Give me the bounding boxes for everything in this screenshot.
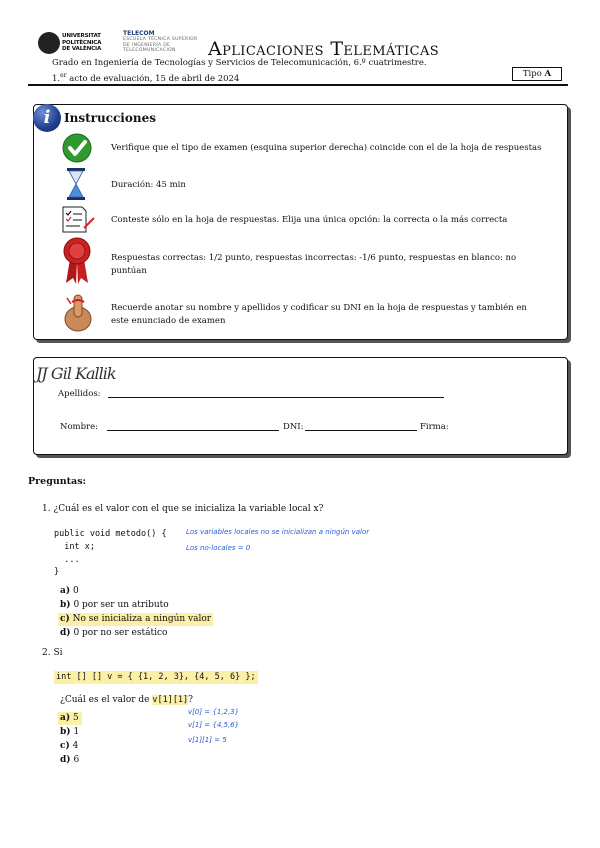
handwritten-note: v[0] = {1,2,3} — [188, 708, 240, 716]
hourglass-icon — [66, 168, 86, 200]
check-icon — [62, 133, 92, 163]
instructions-title: Instrucciones — [64, 111, 156, 125]
option-letter: c) — [60, 741, 70, 751]
handwritten-note: v[1] = {4,5,6} — [188, 721, 240, 729]
instruction-item: Respuestas correctas: 1/2 punto, respuestas incorrectas: -1/6 punto, respuestas en blanco: no puntúan — [111, 253, 517, 276]
option-text: 0 por no ser estático — [73, 628, 168, 638]
finger-string-icon — [62, 292, 94, 332]
apellidos-label: Apellidos: — [58, 389, 101, 399]
code-line: ... — [54, 555, 80, 565]
option-c[interactable] — [58, 613, 213, 626]
option-text: 1 — [73, 727, 80, 737]
option-text: 0 — [72, 586, 79, 596]
question-number: 1. — [42, 504, 51, 514]
telecom-logo-line: DE INGENIERÍA DE — [123, 42, 171, 48]
code-line: int x; — [54, 542, 95, 552]
question-2-ask — [60, 695, 193, 705]
option-letter: b) — [60, 600, 71, 610]
ask-prefix: ¿Cuál es el valor de — [60, 695, 153, 705]
option-text: 4 — [72, 741, 79, 751]
header-divider — [28, 84, 568, 86]
telecom-logo-line: TELECOMUNICACIÓN — [123, 48, 176, 54]
option-c[interactable] — [60, 740, 78, 753]
question-text: Si — [53, 648, 63, 658]
option-letter: c) — [60, 614, 70, 624]
handwritten-note: Los variables locales no se inicializan a ningún valor — [186, 528, 370, 536]
upv-seal-icon — [38, 32, 60, 54]
option-b[interactable] — [60, 726, 79, 739]
nombre-field[interactable] — [107, 430, 279, 431]
nombre-label: Nombre: — [60, 422, 99, 432]
code-line: public void metodo() { — [54, 529, 167, 539]
instruction-item: Recuerde anotar su nombre y apellidos y codificar su DNI en la hoja de respuestas y también en este enunciado de examen — [111, 303, 527, 326]
firma-label: Firma: — [420, 422, 449, 432]
instruction-item: Conteste sólo en la hoja de respuestas. Elija una única opción: la correcta o la más correcta — [111, 215, 508, 225]
upv-logo — [38, 32, 118, 56]
dni-label: DNI: — [283, 422, 304, 432]
option-a[interactable] — [60, 585, 79, 598]
option-d[interactable] — [60, 627, 167, 640]
instruction-item: Verifique que el tipo de examen (esquina superior derecha) coincide con el de la hoja de respuestas — [111, 143, 542, 153]
question-2 — [42, 648, 63, 658]
evaluation-superscript: er — [60, 72, 67, 79]
degree-subtitle: Grado en Ingeniería de Tecnologías y Servicios de Telecomunicación, 6.º cuatrimestre. — [52, 58, 427, 68]
instruction-item: Duración: 45 min — [111, 180, 186, 190]
question-number: 2. — [42, 648, 51, 658]
questions-heading: Preguntas: — [28, 476, 87, 487]
ribbon-icon — [62, 237, 92, 285]
option-a[interactable] — [58, 712, 82, 725]
option-letter: a) — [60, 586, 71, 596]
option-letter: b) — [60, 727, 71, 737]
evaluation-text: acto de evaluación, 15 de abril de 2024 — [66, 73, 240, 84]
telecom-logo-title: TELECOM — [123, 30, 155, 37]
evaluation-date — [52, 72, 239, 84]
dni-field[interactable] — [305, 430, 417, 431]
exam-type-box — [512, 67, 562, 81]
checklist-icon — [60, 204, 96, 234]
option-text: No se inicializa a ningún valor — [72, 614, 212, 624]
option-b[interactable] — [60, 599, 169, 612]
evaluation-number: 1. — [52, 73, 61, 84]
question-text: ¿Cuál es el valor con el que se inicializa la variable local x? — [53, 504, 324, 514]
signature-image: JJ Gil Kallik — [36, 364, 116, 383]
option-d[interactable] — [60, 754, 79, 767]
question-1 — [42, 504, 323, 514]
option-text: 5 — [72, 713, 79, 723]
ask-suffix: ? — [188, 695, 193, 705]
option-text: 6 — [73, 755, 80, 765]
option-text: 0 por ser un atributo — [73, 600, 169, 610]
info-icon: i — [33, 104, 61, 132]
ask-code: v[1][1] — [152, 695, 189, 705]
telecom-logo — [123, 30, 203, 54]
option-letter: d) — [60, 755, 71, 765]
handwritten-note: v[1][1] = 5 — [188, 736, 227, 744]
handwritten-note: Los no-locales = 0 — [186, 544, 251, 552]
upv-logo-text: UNIVERSITAT POLITÈCNICA DE VALÈNCIA — [62, 33, 102, 53]
apellidos-field[interactable] — [108, 397, 444, 398]
code-line: } — [54, 567, 60, 577]
code-line: int [] [] v = { {1, 2, 3}, {4, 5, 6} }; — [56, 672, 256, 682]
page-title: Aplicaciones Telemáticas — [208, 38, 440, 60]
option-letter: a) — [60, 713, 71, 723]
telecom-logo-line: ESCUELA TÉCNICA SUPERIOR — [123, 37, 198, 42]
exam-type-label: Tipo — [522, 69, 542, 79]
option-letter: d) — [60, 628, 71, 638]
exam-type-value: A — [544, 69, 552, 79]
